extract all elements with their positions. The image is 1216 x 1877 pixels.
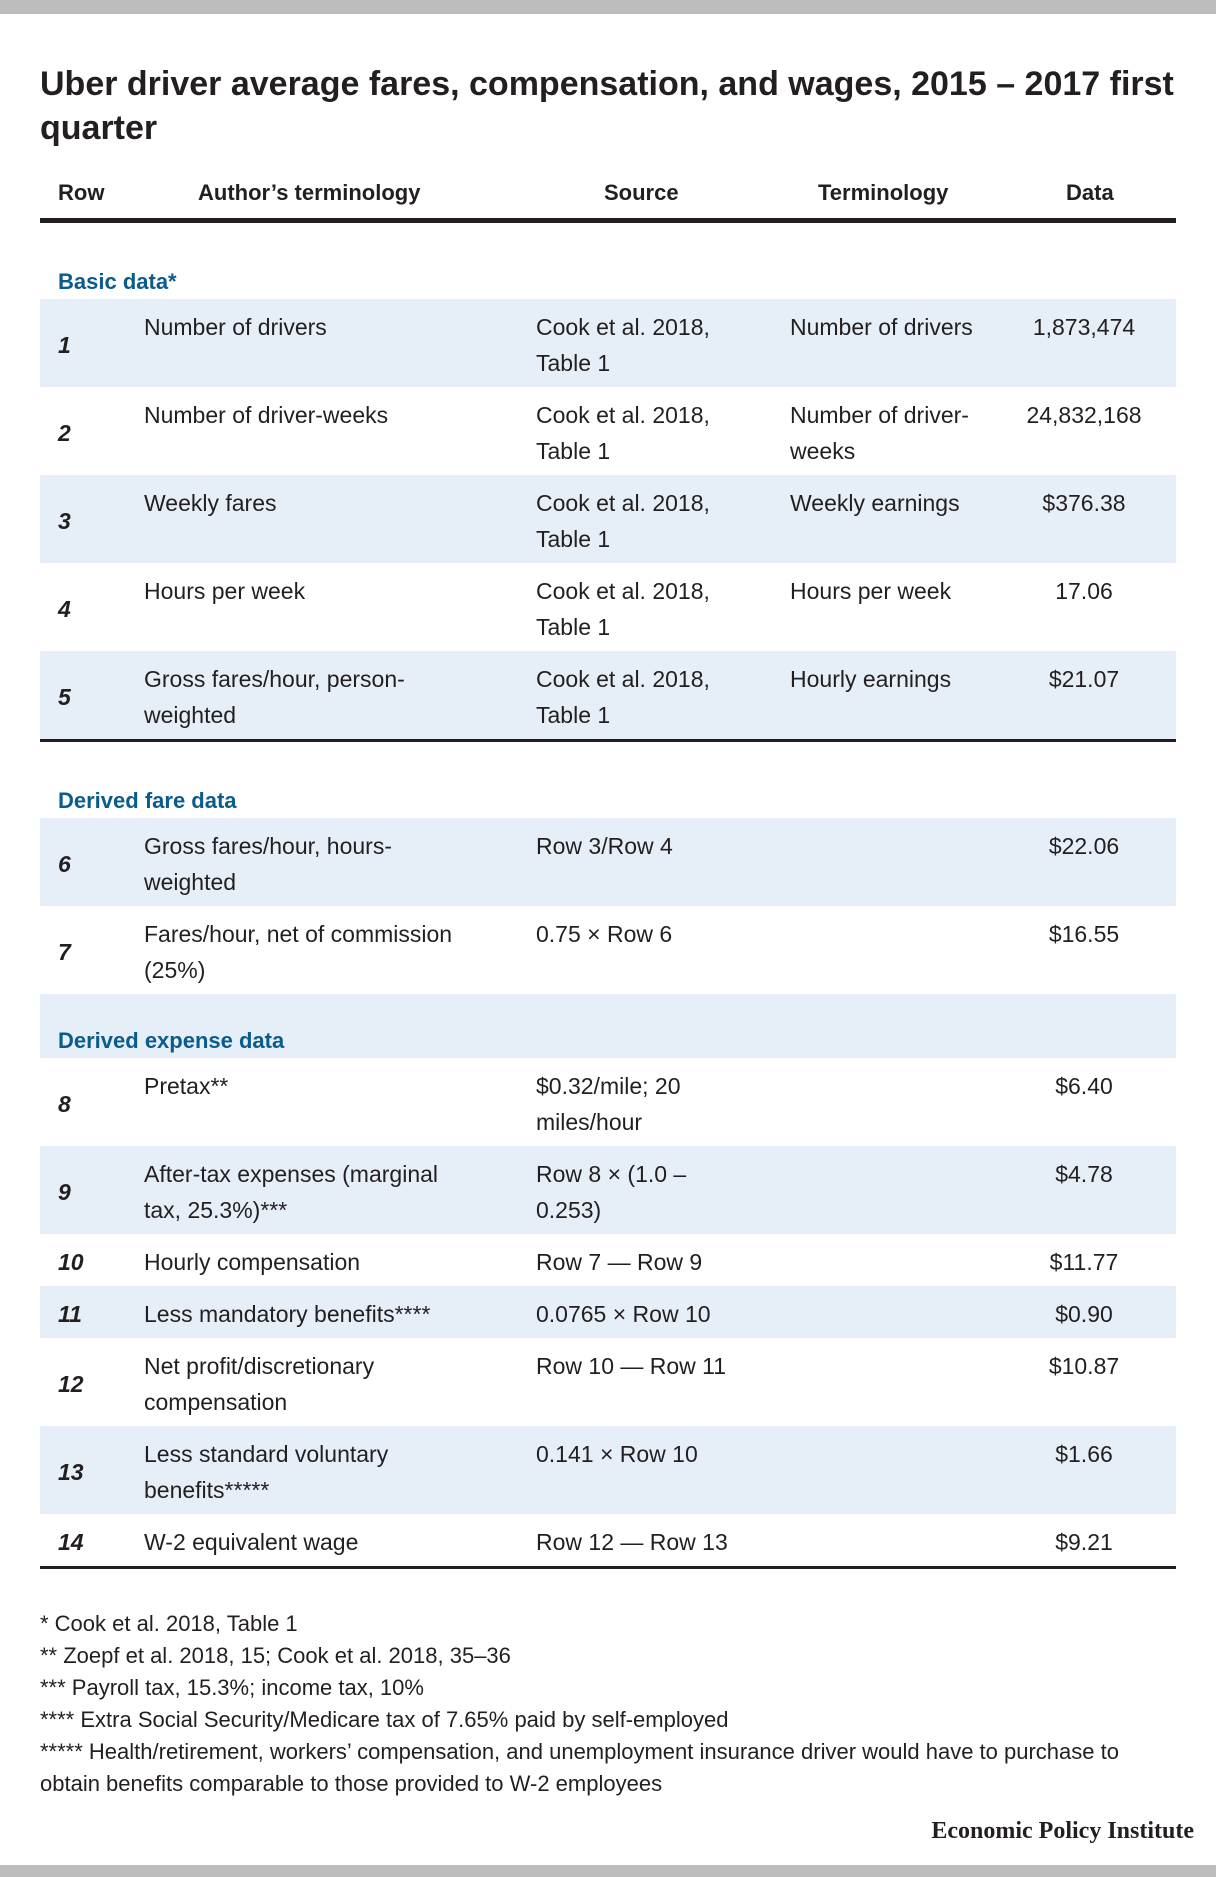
data-value: $6.40 [1055,1073,1113,1099]
author-term: Number of driver-weeks [144,402,389,428]
source: Cook et al. 2018, Table 1 [536,490,710,552]
row-number: 4 [58,596,71,622]
author-term: Net profit/discretionary compensation [144,1353,375,1415]
table-row [40,818,1176,906]
source: 0.0765 × Row 10 [536,1301,711,1327]
section-label: Derived expense data [58,1028,285,1053]
section-label: Basic data* [58,269,177,294]
row-number: 9 [58,1179,71,1205]
source: Row 12 — Row 13 [536,1529,728,1555]
terminology: Weekly earnings [790,490,960,516]
table-row [40,1146,1176,1234]
header-source: Source [604,180,679,205]
row-number: 8 [58,1091,71,1117]
row-number: 2 [58,420,71,446]
source: $0.32/mile; 20 miles/hour [536,1073,681,1135]
author-term: Hourly compensation [144,1249,361,1275]
row-number: 1 [58,332,71,358]
table-header [40,170,1176,223]
table-row [40,1514,1176,1569]
footnote: **** Extra Social Security/Medicare tax of 7.65% paid by self-employed [40,1707,729,1732]
data-value: $11.77 [1049,1249,1119,1275]
footnote: * Cook et al. 2018, Table 1 [40,1611,298,1636]
author-term: Less standard voluntary benefits***** [144,1441,389,1503]
footnote: ***** Health/retirement, workers’ compensation, and unemployment insurance driver would have to purchase to obtain benefits comparable to those provided to W-2 employees [40,1739,1119,1796]
data-table [40,170,1176,1569]
author-term: Weekly fares [144,490,277,516]
terminology: Hourly earnings [790,666,952,692]
table-row [40,1234,1176,1286]
data-value: $9.21 [1055,1529,1113,1555]
terminology: Number of driver-weeks [790,402,969,464]
row-number: 3 [58,508,71,534]
row-number: 12 [58,1371,84,1397]
author-term: W-2 equivalent wage [144,1529,359,1555]
author-term: Less mandatory benefits**** [144,1301,431,1327]
author-term: Fares/hour, net of commission (25%) [144,921,453,983]
source: 0.75 × Row 6 [536,921,673,947]
terminology: Number of drivers [790,314,973,340]
footnote: *** Payroll tax, 15.3%; income tax, 10% [40,1675,424,1700]
data-value: $10.87 [1048,1353,1120,1379]
section-label: Derived fare data [58,788,237,813]
row-number: 6 [58,851,71,877]
top-border-bar [0,0,1216,14]
header-author-terminology: Author’s terminology [198,180,421,205]
data-value: 17.06 [1055,578,1113,604]
header-data: Data [1066,180,1114,205]
table-row [40,387,1176,475]
source: Cook et al. 2018, Table 1 [536,314,710,376]
author-term: Hours per week [144,578,306,604]
footnotes [40,1608,1180,1800]
row-number: 5 [58,684,71,710]
author-term: Number of drivers [144,314,327,340]
source: Cook et al. 2018, Table 1 [536,402,710,464]
data-value: 24,832,168 [1026,402,1142,428]
table-row [40,1426,1176,1514]
source: Row 8 × (1.0 – 0.253) [536,1161,687,1223]
source: Cook et al. 2018, Table 1 [536,666,710,728]
footnote: ** Zoepf et al. 2018, 15; Cook et al. 2018, 35–36 [40,1643,511,1668]
source: 0.141 × Row 10 [536,1441,698,1467]
section-basic-data [40,223,1176,299]
data-value: $16.55 [1048,921,1120,947]
author-term: After-tax expenses (marginal tax, 25.3%)*** [144,1161,439,1223]
brand-logo-text: Economic Policy Institute [931,1818,1194,1844]
author-term: Gross fares/hour, person-weighted [144,666,405,728]
data-value: $21.07 [1048,666,1120,692]
section-derived-expense-data [40,994,1176,1058]
table-row [40,563,1176,651]
table-row [40,299,1176,387]
source: Row 10 — Row 11 [536,1353,727,1379]
row-number: 7 [58,939,71,965]
section-derived-fare-data [40,742,1176,818]
data-value: $376.38 [1042,490,1126,516]
table-row [40,475,1176,563]
row-number: 10 [58,1249,84,1275]
row-number: 14 [58,1529,84,1555]
row-number: 13 [58,1459,84,1485]
data-value: $0.90 [1055,1301,1113,1327]
terminology: Hours per week [790,578,952,604]
author-term: Gross fares/hour, hours-weighted [144,833,392,895]
data-value: $1.66 [1055,1441,1113,1467]
data-value: $4.78 [1055,1161,1113,1187]
table-row [40,1338,1176,1426]
bottom-border-bar [0,1865,1216,1877]
table-row [40,906,1176,994]
data-value: 1,873,474 [1032,314,1136,340]
table-row [40,1058,1176,1146]
page-title: Uber driver average fares, compensation, and wages, 2015 – 2017 first quarter [40,65,1174,147]
header-row: Row [58,180,105,205]
author-term: Pretax** [144,1073,229,1099]
source: Cook et al. 2018, Table 1 [536,578,710,640]
header-terminology: Terminology [818,180,949,205]
row-number: 11 [58,1301,82,1327]
table-row [40,651,1176,742]
source: Row 3/Row 4 [536,833,673,859]
source: Row 7 — Row 9 [536,1249,703,1275]
table-row [40,1286,1176,1338]
data-value: $22.06 [1048,833,1120,859]
